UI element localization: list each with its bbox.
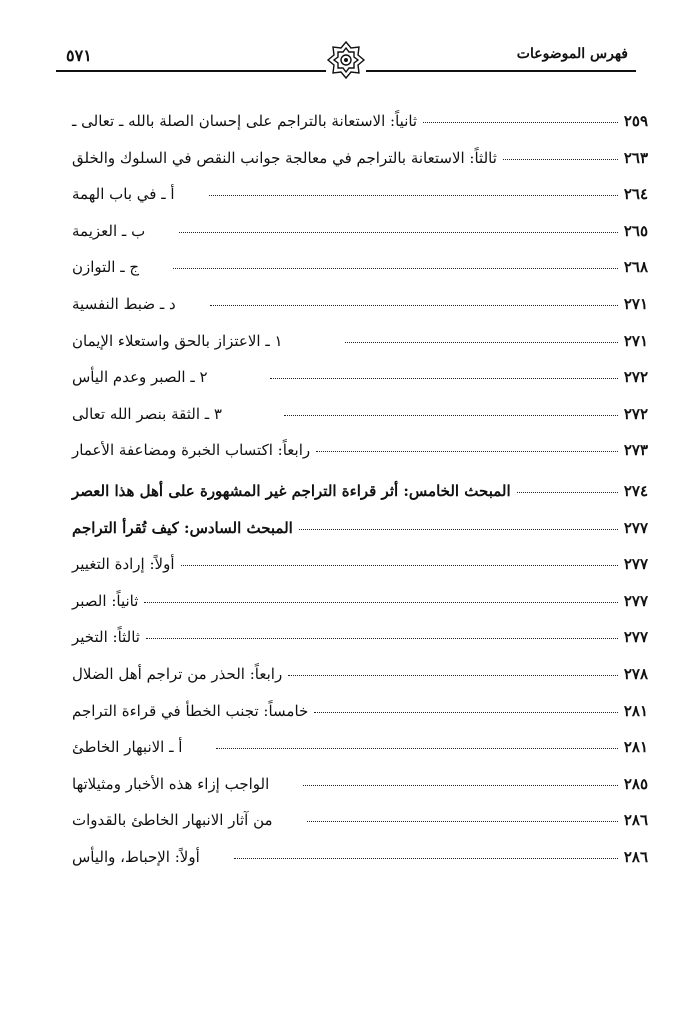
toc-entry-title: أولاً: الإحباط، واليأس (72, 847, 200, 866)
toc-entry (72, 555, 648, 592)
toc-entry (72, 848, 648, 885)
toc-entry-title: ١ ـ الاعتزاز بالحق واستعلاء الإيمان (72, 331, 283, 350)
toc-entry-title: الواجب إزاء هذه الأخبار ومثيلاتها (72, 774, 270, 793)
dot-leader (284, 415, 618, 416)
ornament-icon (326, 40, 366, 80)
toc-entry-page: ٢٧١ (623, 294, 648, 313)
toc-entry (72, 222, 648, 259)
dot-leader (209, 195, 618, 196)
toc-entry (72, 185, 648, 222)
toc-entry-page: ٢٨١ (623, 701, 648, 720)
toc-entry-title: المبحث السادس: كيف تُقرأ التراجم (72, 518, 293, 537)
dot-leader (179, 232, 618, 233)
toc-entry-title: ثانياً: الصبر (72, 591, 139, 610)
toc-entry-page: ٢٦٥ (623, 221, 648, 240)
toc-entry-page: ٢٨٥ (623, 774, 648, 793)
toc-entry-title: ٣ ـ الثقة بنصر الله تعالى (72, 404, 222, 423)
dot-leader (216, 748, 617, 749)
dot-leader (299, 529, 618, 530)
toc-entry (72, 775, 648, 812)
toc-entry-page: ٢٦٨ (623, 258, 648, 277)
dot-leader (517, 492, 618, 493)
dot-leader (210, 305, 618, 306)
toc-entry-title: ج ـ التوازن (72, 258, 140, 277)
page-number: ٥٧١ (66, 46, 92, 65)
toc-entry (72, 149, 648, 186)
toc-entry-title: ثانياً: الاستعانة بالتراجم على إحسان الصلة بالله ـ تعالى ـ (72, 112, 418, 130)
toc-entry-page: ٢٧٧ (623, 555, 648, 574)
dot-leader (181, 565, 618, 566)
toc-entry-title: أولاً: إرادة التغيير (72, 555, 175, 574)
toc-entry-page: ٢٧٢ (623, 404, 648, 423)
toc-entry-page: ٢٧٧ (623, 518, 648, 537)
toc-entry (72, 258, 648, 295)
toc-entry-title: رابعاً: الحذر من تراجم أهل الضلال (72, 664, 283, 683)
toc-entry (72, 628, 648, 665)
toc-entry-title: المبحث الخامس: أثر قراءة التراجم غير المشهورة على أهل هذا العصر (72, 481, 511, 500)
dot-leader (314, 712, 618, 713)
table-of-contents (72, 112, 648, 884)
toc-entry-page: ٢٧١ (623, 331, 648, 350)
toc-entry (72, 441, 648, 478)
toc-entry-page: ٢٧٧ (623, 628, 648, 647)
dot-leader (345, 342, 618, 343)
dot-leader (146, 638, 618, 639)
toc-entry (72, 405, 648, 442)
dot-leader (307, 821, 618, 822)
toc-entry-title: ثالثاً: التخير (72, 628, 140, 647)
toc-entry-page: ٢٨٦ (623, 811, 648, 830)
toc-entry-page: ٢٦٣ (623, 148, 648, 167)
dot-leader (503, 159, 618, 160)
toc-entry-page: ٢٧٧ (623, 591, 648, 610)
toc-entry-title: أ ـ في باب الهمة (72, 185, 175, 204)
dot-leader (173, 268, 618, 269)
toc-entry (72, 738, 648, 775)
toc-entry (72, 665, 648, 702)
toc-entry-page: ٢٧٢ (623, 368, 648, 387)
dot-leader (270, 378, 618, 379)
header-title: فهرس الموضوعات (516, 46, 628, 62)
toc-entry-title: ب ـ العزيمة (72, 221, 146, 240)
toc-entry (72, 702, 648, 739)
dot-leader (303, 785, 618, 786)
toc-entry-title: د ـ ضبط النفسية (72, 294, 176, 313)
page-header (56, 40, 636, 80)
toc-entry-page: ٢٥٩ (623, 112, 648, 130)
dot-leader (144, 602, 617, 603)
toc-entry-title: ثالثاً: الاستعانة بالتراجم في معالجة جوانب النقص في السلوك والخلق (72, 148, 497, 167)
dot-leader (288, 675, 618, 676)
toc-entry-title: أ ـ الانبهار الخاطئ (72, 738, 183, 757)
toc-entry-title: رابعاً: اكتساب الخبرة ومضاعفة الأعمار (72, 441, 311, 460)
toc-entry (72, 332, 648, 369)
toc-entry-title: خامساً: تجنب الخطأ في قراءة التراجم (72, 701, 309, 720)
dot-leader (423, 122, 618, 123)
toc-entry (72, 295, 648, 332)
toc-entry-page: ٢٨١ (623, 738, 648, 757)
dot-leader (316, 451, 618, 452)
toc-entry-page: ٢٨٦ (623, 847, 648, 866)
toc-entry-title: من آثار الانبهار الخاطئ بالقدوات (72, 811, 273, 830)
toc-entry-title: ٢ ـ الصبر وعدم اليأس (72, 368, 208, 387)
toc-entry (72, 592, 648, 629)
dot-leader (234, 858, 618, 859)
toc-entry (72, 112, 648, 149)
toc-entry-page: ٢٧٨ (623, 664, 648, 683)
toc-entry-page: ٢٧٤ (623, 481, 648, 500)
toc-section-heading (72, 519, 648, 556)
toc-entry (72, 368, 648, 405)
toc-entry-page: ٢٦٤ (623, 185, 648, 204)
toc-section-heading (72, 482, 648, 519)
toc-entry-page: ٢٧٣ (623, 441, 648, 460)
toc-entry (72, 811, 648, 848)
